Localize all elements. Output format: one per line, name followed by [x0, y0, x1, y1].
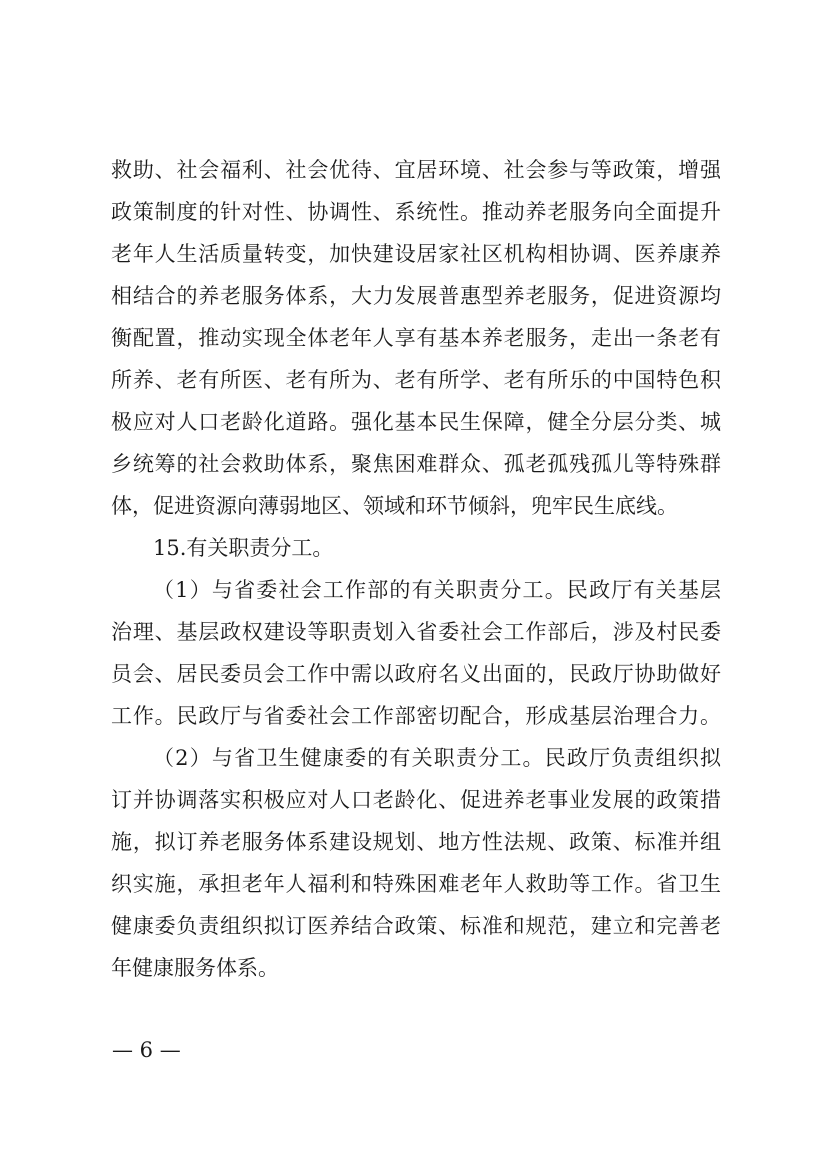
paragraph-line: 年健康服务体系。 — [111, 956, 279, 980]
paragraph-line: 老年人生活质量转变，加快建设居家社区机构相协调、医养康养 — [111, 242, 721, 266]
paragraph-line: 工作。民政厅与省委社会工作部密切配合，形成基层治理合力。 — [111, 704, 721, 728]
paragraph-line: 订并协调落实积极应对人口老龄化、促进养老事业发展的政策措 — [111, 788, 721, 812]
paragraph-line: 体，促进资源向薄弱地区、领域和环节倾斜，兜牢民生底线。 — [111, 494, 678, 518]
paragraph-line: （1）与省委社会工作部的有关职责分工。民政厅有关基层 — [153, 578, 721, 602]
paragraph-line: 相结合的养老服务体系，大力发展普惠型养老服务，促进资源均 — [111, 284, 721, 308]
paragraph-line: 乡统筹的社会救助体系，聚焦困难群众、孤老孤残孤儿等特殊群 — [111, 452, 721, 476]
paragraph-line: （2）与省卫生健康委的有关职责分工。民政厅负责组织拟 — [153, 746, 721, 770]
paragraph-line: 织实施，承担老年人福利和特殊困难老年人救助等工作。省卫生 — [111, 872, 721, 896]
paragraph-line: 施，拟订养老服务体系建设规划、地方性法规、政策、标准并组 — [111, 830, 721, 854]
section-heading: 15.有关职责分工。 — [153, 536, 334, 560]
paragraph-line: 救助、社会福利、社会优待、宜居环境、社会参与等政策，增强 — [111, 158, 721, 182]
paragraph-line: 衡配置，推动实现全体老年人享有基本养老服务，走出一条老有 — [111, 326, 721, 350]
page-number: — 6 — — [112, 1038, 181, 1062]
paragraph-line: 政策制度的针对性、协调性、系统性。推动养老服务向全面提升 — [111, 200, 721, 224]
paragraph-line: 所养、老有所医、老有所为、老有所学、老有所乐的中国特色积 — [111, 368, 721, 392]
paragraph-line: 员会、居民委员会工作中需以政府名义出面的，民政厅协助做好 — [111, 662, 721, 686]
paragraph-line: 极应对人口老龄化道路。强化基本民生保障，健全分层分类、城 — [111, 410, 721, 434]
paragraph-line: 健康委负责组织拟订医养结合政策、标准和规范，建立和完善老 — [111, 914, 721, 938]
paragraph-line: 治理、基层政权建设等职责划入省委社会工作部后，涉及村民委 — [111, 620, 721, 644]
